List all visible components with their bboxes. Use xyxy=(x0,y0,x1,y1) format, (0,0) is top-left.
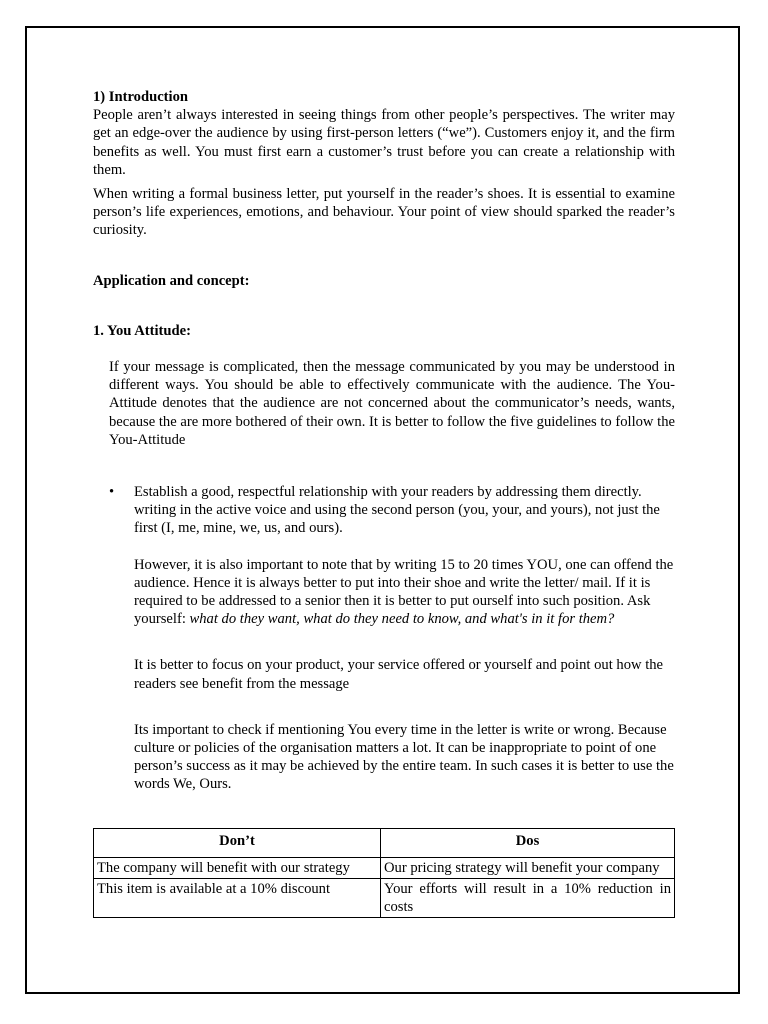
table-cell: This item is available at a 10% discount xyxy=(94,879,381,918)
intro-paragraph-2: When writing a formal business letter, put yourself in the reader’s shoes. It is essential to examine person’s life experiences, emotions, and behaviour. Your point of view should sparked the reader’s curiosity. xyxy=(93,186,675,239)
application-heading: Application and concept: xyxy=(93,272,250,289)
table-header-dos: Dos xyxy=(381,829,675,858)
you-attitude-heading: 1. You Attitude: xyxy=(93,322,191,339)
bullet-paragraph-4: Its important to check if mentioning You every time in the letter is write or wrong. Because culture or policies of the organisation matters a lot. It can be inappropriate to point of one person’s success as it may be achieved by the entire team. In such cases it is better to use the words We, Ours. xyxy=(134,721,674,793)
bullet-paragraph-1: Establish a good, respectful relationship with your readers by addressing them directly. writing in the active voice and using the second person (you, your, and yours), not just the first (I, me, mine, we, us, and ours). xyxy=(134,484,660,537)
dont-dos-table xyxy=(93,828,675,918)
document-body xyxy=(93,88,675,794)
table-cell: Your efforts will result in a 10% reduction in costs xyxy=(381,879,675,918)
table-header-row xyxy=(94,829,675,858)
bullet-paragraph-2-text: However, it is also important to note that by writing 15 to 20 times YOU, one can offend the audience. Hence it is always better to put into their shoe and write the letter/ mail. If it is required to be addressed to a senior then it is better to put ourself into such position. Ask yourself: xyxy=(134,556,674,628)
intro-heading: 1) Introduction xyxy=(93,89,189,105)
you-attitude-body: If your message is complicated, then the message communicated by you may be understood in different ways. You should be able to effectively communicate with the audience. The You-Attitude denotes that the audience are not concerned about the communicator’s needs, wants, because the are more bothered of their own. It is better to follow the five guidelines to follow the You-Attitude xyxy=(109,359,675,448)
table-row xyxy=(94,879,675,918)
bullet-item xyxy=(93,483,675,794)
bullet-paragraph-2-italic: what do they want, what do they need to know, and what's in it for them? xyxy=(189,611,615,628)
bullet-paragraph-3: It is better to focus on your product, your service offered or yourself and point out how the readers see benefit from the message xyxy=(134,657,664,692)
bullet-paragraph-2 xyxy=(134,556,675,629)
table-header-dont: Don’t xyxy=(94,829,381,858)
intro-paragraph-1: People aren’t always interested in seeing things from other people’s perspectives. The writer may get an edge-over the audience by using first-person letters (“we”). Customers enjoy it, and the firm benefits as well. You must first earn a customer’s trust before you can create a relationship with them. xyxy=(93,107,675,178)
table-row xyxy=(94,858,675,879)
table-cell: The company will benefit with our strategy xyxy=(94,858,381,879)
bullet-symbol: • xyxy=(109,484,115,501)
table-cell: Our pricing strategy will benefit your company xyxy=(381,858,675,879)
